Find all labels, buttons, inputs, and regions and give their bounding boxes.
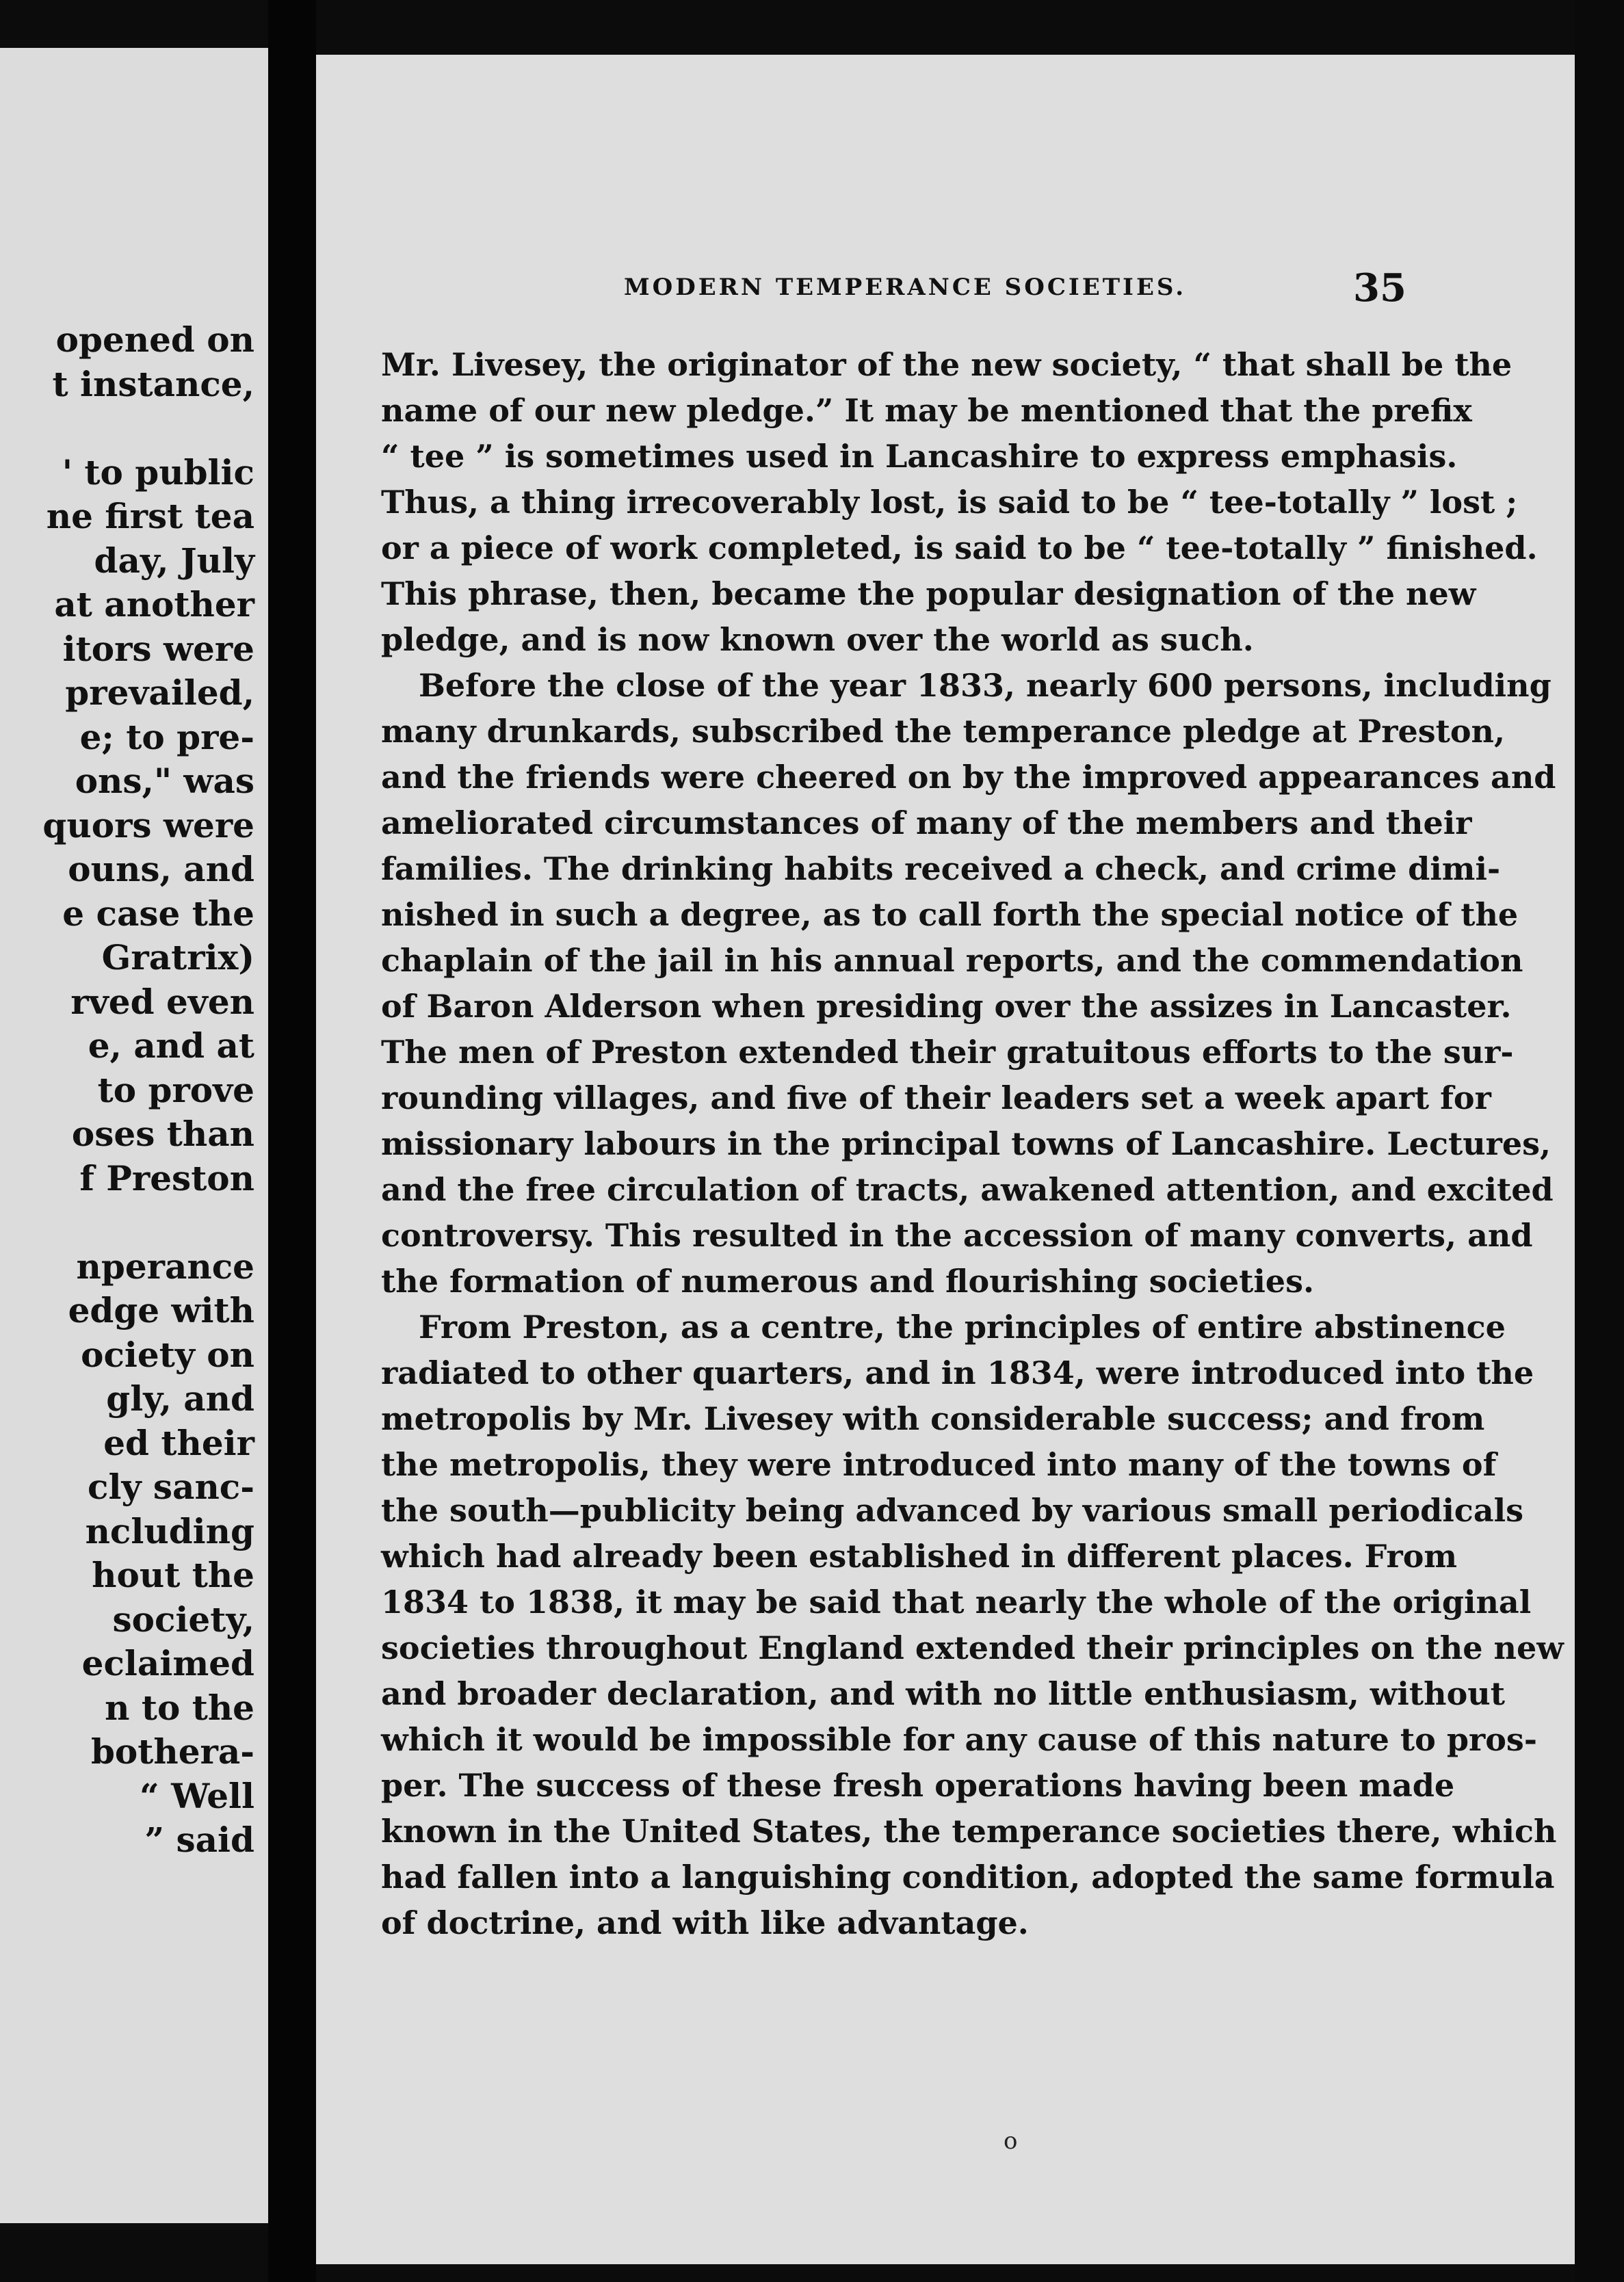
left-page-line: ociety on: [81, 1334, 254, 1375]
text-line: of doctrine, and with like advantage.: [381, 1904, 1029, 1941]
text-line: families. The drinking habits received a check, and crime dimi-: [381, 850, 1501, 887]
text-line: the metropolis, they were introduced into many of the towns of: [381, 1446, 1497, 1483]
left-page-line: bothera-: [90, 1731, 254, 1772]
left-page-line: prevailed,: [65, 672, 254, 713]
left-page-line: hout the: [92, 1555, 254, 1595]
text-line: The men of Preston extended their gratuitous efforts to the sur-: [381, 1034, 1514, 1071]
left-page-line: e; to pre-: [79, 716, 254, 757]
left-page-line: ouns, and: [68, 849, 254, 889]
text-line: name of our new pledge.” It may be mentioned that the prefix: [381, 392, 1472, 429]
left-page-line: eclaimed: [81, 1643, 254, 1683]
running-head: MODERN TEMPERANCE SOCIETIES.: [624, 274, 1187, 301]
text-line: rounding villages, and five of their leaders set a week apart for: [381, 1079, 1491, 1116]
text-line: Before the close of the year 1833, nearly 600 persons, including: [419, 667, 1551, 704]
left-page-line: ne first tea: [46, 496, 254, 536]
left-page-line: quors were: [42, 804, 254, 845]
text-line: 1834 to 1838, it may be said that nearly the whole of the original: [381, 1584, 1532, 1621]
text-line: This phrase, then, became the popular designation of the new: [381, 575, 1476, 612]
scan-edge: [1575, 0, 1624, 2282]
text-line: metropolis by Mr. Livesey with considerable success; and from: [381, 1400, 1485, 1437]
text-line: which it would be impossible for any cause of this nature to pros-: [381, 1721, 1537, 1758]
text-line: known in the United States, the temperance societies there, which: [381, 1813, 1557, 1850]
left-page-line: e, and at: [88, 1025, 254, 1066]
text-line: Thus, a thing irrecoverably lost, is said to be “ tee-totally ” lost ;: [381, 484, 1518, 521]
text-line: the formation of numerous and flourishing societies.: [381, 1263, 1314, 1300]
book-gutter: [268, 0, 316, 2282]
left-page-line: society,: [112, 1599, 254, 1640]
text-line: societies throughout England extended their principles on the new: [381, 1629, 1564, 1666]
page-number: 35: [1353, 265, 1406, 311]
text-line: controversy. This resulted in the accession of many converts, and: [381, 1217, 1533, 1254]
footer-mark: o: [1004, 2127, 1018, 2155]
text-line: or a piece of work completed, is said to be “ tee-totally ” finished.: [381, 529, 1538, 566]
text-line: ameliorated circumstances of many of the members and their: [381, 804, 1472, 841]
text-line: of Baron Alderson when presiding over the assizes in Lancaster.: [381, 988, 1512, 1025]
text-line: Mr. Livesey, the originator of the new society, “ that shall be the: [381, 346, 1512, 383]
page-header: [316, 265, 1575, 322]
left-page-line: to prove: [97, 1069, 254, 1110]
text-line: the south—publicity being advanced by various small periodicals: [381, 1492, 1523, 1529]
left-page-line: opened on: [55, 319, 254, 360]
paragraph: [381, 1304, 1564, 1946]
left-page-line: nperance: [76, 1246, 254, 1287]
left-page-line: ons," was: [75, 761, 254, 801]
left-page-line: “ Well: [139, 1775, 254, 1816]
left-page-line: day, July: [94, 540, 254, 581]
right-page: [316, 55, 1575, 2264]
left-page-line: gly, and: [106, 1378, 254, 1419]
text-line: pledge, and is now known over the world as such.: [381, 621, 1254, 658]
text-line: “ tee ” is sometimes used in Lancashire to express emphasis.: [381, 438, 1458, 475]
left-page-line: t instance,: [52, 363, 254, 404]
left-page-line: ” said: [144, 1820, 254, 1860]
text-line: had fallen into a languishing condition, adopted the same formula: [381, 1859, 1555, 1896]
left-page-line: itors were: [62, 628, 254, 669]
left-page-line: rved even: [70, 981, 254, 1022]
text-line: many drunkards, subscribed the temperance pledge at Preston,: [381, 713, 1506, 750]
body-text: [381, 342, 1564, 1946]
left-page-line: ' to public: [62, 451, 254, 493]
left-page-line: ncluding: [85, 1510, 254, 1551]
left-page-line: Gratrix): [101, 937, 254, 978]
left-page-line: f Preston: [79, 1157, 254, 1198]
text-line: and broader declaration, and with no little enthusiasm, without: [381, 1675, 1505, 1712]
text-line: per. The success of these fresh operations having been made: [381, 1767, 1455, 1804]
left-page-line: e case the: [62, 893, 254, 934]
left-page-line: cly sanc-: [88, 1467, 254, 1507]
left-page-line: n to the: [105, 1687, 254, 1728]
paragraph: [381, 342, 1538, 663]
text-line: nished in such a degree, as to call forth the special notice of the: [381, 896, 1519, 933]
text-line: and the free circulation of tracts, awakened attention, and excited: [381, 1171, 1554, 1208]
left-page-line: oses than: [71, 1114, 254, 1154]
text-line: and the friends were cheered on by the improved appearances and: [381, 759, 1556, 796]
left-page-line: edge with: [68, 1290, 254, 1330]
text-line: chaplain of the jail in his annual reports, and the commendation: [381, 942, 1523, 979]
left-page-line: ed their: [103, 1422, 254, 1463]
left-page-line: at another: [54, 584, 254, 625]
text-line: radiated to other quarters, and in 1834, were introduced into the: [381, 1354, 1534, 1391]
text-line: missionary labours in the principal towns of Lancashire. Lectures,: [381, 1125, 1551, 1162]
left-page-fragment: [0, 48, 268, 2223]
text-line: which had already been established in different places. From: [381, 1538, 1458, 1575]
paragraph: [381, 663, 1556, 1304]
text-line: From Preston, as a centre, the principles of entire abstinence: [419, 1309, 1506, 1346]
